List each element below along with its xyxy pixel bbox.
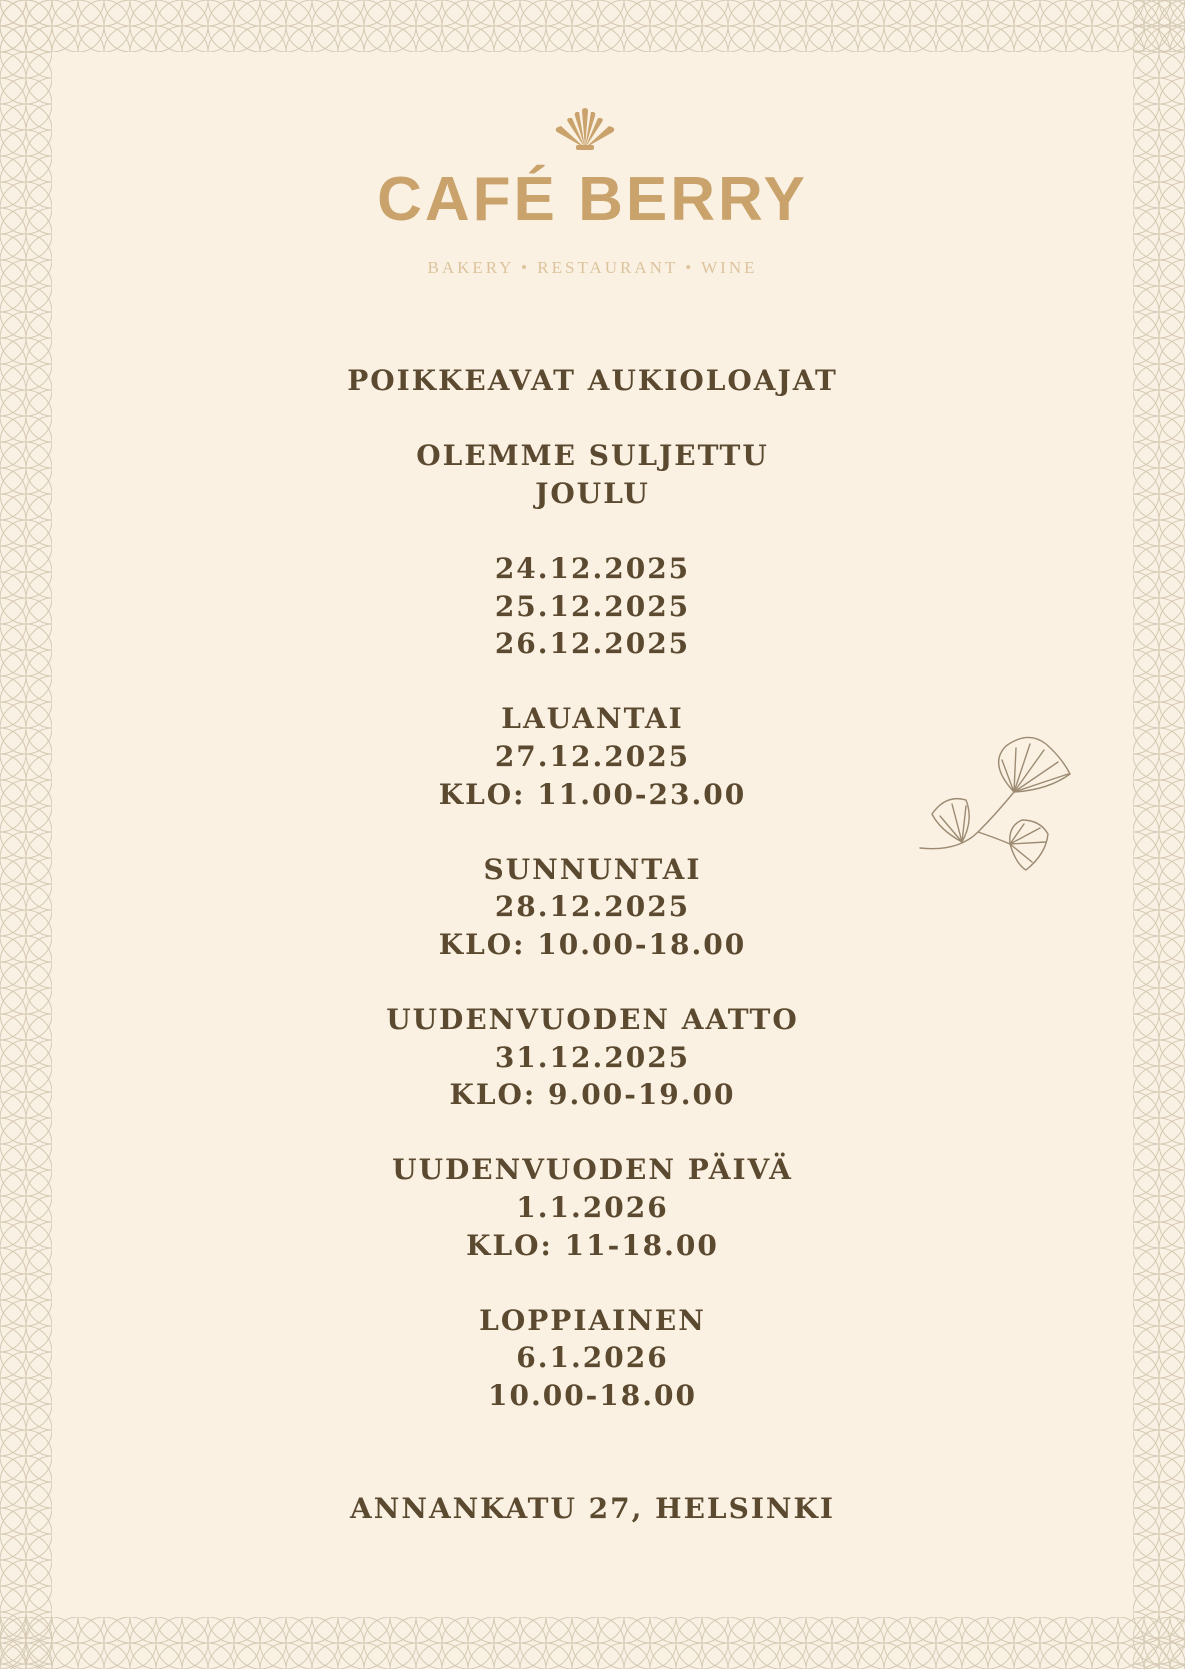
- shell-logo-icon: [548, 108, 622, 150]
- schedule-day: UUDENVUODEN AATTO: [386, 1003, 799, 1037]
- schedule-date: 1.1.2026: [516, 1191, 669, 1225]
- closed-date: 25.12.2025: [494, 589, 691, 623]
- brand-tagline: BAKERY • RESTAURANT • WINE: [427, 258, 758, 277]
- closed-holiday: JOULU: [535, 476, 650, 510]
- schedule-date: 27.12.2025: [494, 739, 691, 773]
- schedule-hours: KLO: 11.00-23.00: [438, 777, 747, 811]
- schedule-day: SUNNUNTAI: [483, 852, 702, 886]
- schedule-hours: KLO: 11-18.00: [466, 1228, 719, 1262]
- schedule-day: LOPPIAINEN: [479, 1303, 706, 1337]
- opening-hours-notice: [0, 362, 1185, 1527]
- lattice-pattern-top: [0, 0, 1185, 52]
- schedule-day: LAUANTAI: [501, 702, 684, 736]
- schedule-date: 6.1.2026: [516, 1341, 669, 1375]
- lattice-border-top: [0, 0, 1185, 52]
- schedule-day: UUDENVUODEN PÄIVÄ: [392, 1153, 793, 1187]
- schedule-hours: KLO: 9.00-19.00: [449, 1078, 736, 1112]
- closed-notice: OLEMME SULJETTU: [416, 439, 769, 473]
- closed-date: 24.12.2025: [494, 551, 691, 585]
- schedule-date: 28.12.2025: [494, 890, 691, 924]
- lattice-pattern-bottom: [0, 1617, 1185, 1669]
- schedule-hours: 10.00-18.00: [488, 1379, 697, 1413]
- schedule-date: 31.12.2025: [494, 1040, 691, 1074]
- lattice-border-bottom: [0, 1617, 1185, 1669]
- notice-heading: POIKKEAVAT AUKIOLOAJAT: [347, 364, 838, 397]
- brand-name: CAFÉ BERRY: [377, 165, 808, 234]
- address: ANNANKATU 27, HELSINKI: [350, 1491, 835, 1525]
- closed-date: 26.12.2025: [494, 627, 691, 661]
- schedule-hours: KLO: 10.00-18.00: [438, 927, 747, 961]
- ginkgo-flower-icon: [918, 734, 1074, 882]
